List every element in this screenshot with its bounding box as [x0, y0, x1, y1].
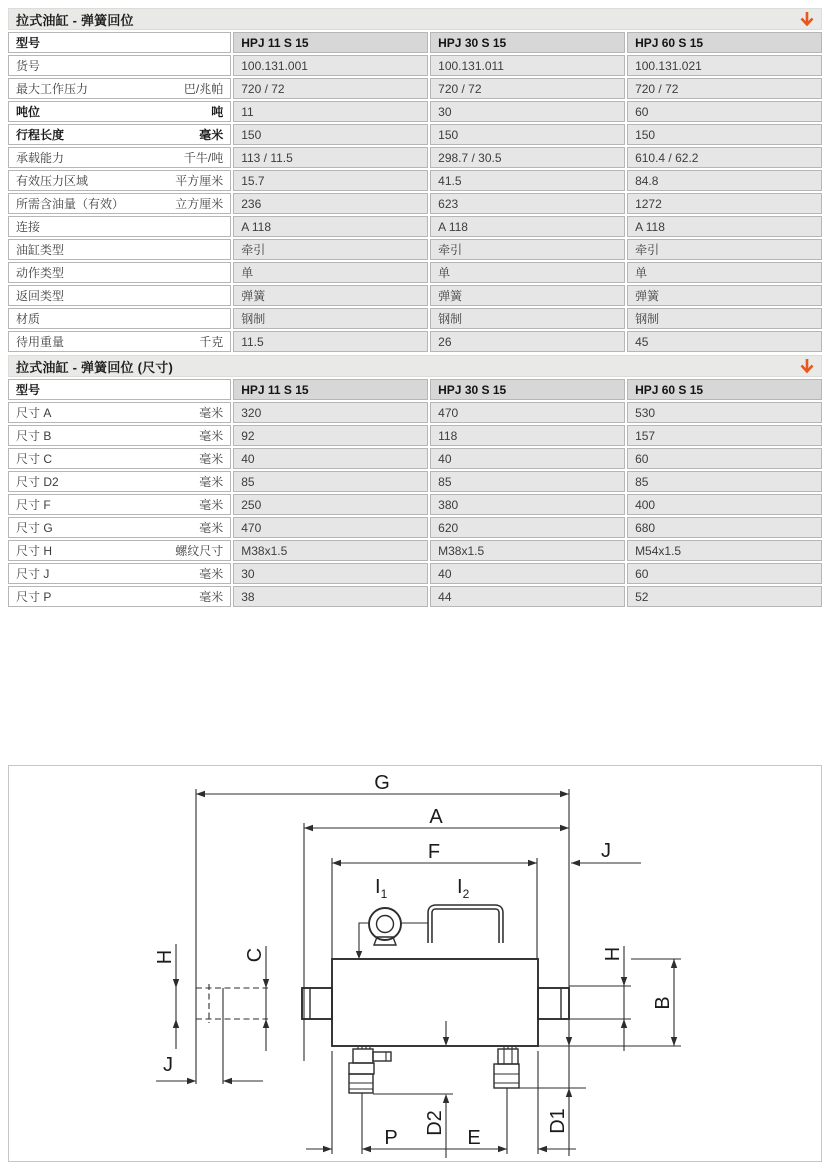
value-cell: 40: [233, 448, 428, 469]
value-cell: 单: [233, 262, 428, 283]
row-label-cell: [8, 262, 231, 283]
value-cell: 30: [430, 101, 625, 122]
row-label-cell: [8, 563, 231, 584]
row-label-cell: [8, 124, 231, 145]
row-unit: 毫米: [199, 498, 224, 512]
table-row: [8, 124, 822, 145]
dim-label-P: P: [384, 1127, 398, 1149]
left-detail-section: [196, 984, 268, 1084]
value-cell: 84.8: [627, 170, 822, 191]
section-dimensions: [8, 355, 822, 609]
dim-label-H-right: H: [602, 946, 624, 962]
table-row: [8, 216, 822, 237]
row-unit: 毫米: [199, 521, 224, 535]
dim-label-F: F: [427, 841, 441, 863]
row-label-cell: [8, 78, 231, 99]
value-cell: 弹簧: [627, 285, 822, 306]
value-cell: 236: [233, 193, 428, 214]
dim-label-H-left: H: [154, 949, 176, 965]
value-cell: 380: [430, 494, 625, 515]
value-cell: M54x1.5: [627, 540, 822, 561]
row-label-cell: [8, 170, 231, 191]
right-port-fitting: [494, 1046, 519, 1088]
value-cell: 530: [627, 402, 822, 423]
callout-label-I1: $I_1$: [375, 876, 388, 901]
value-cell: 85: [627, 471, 822, 492]
dimension-table: [6, 377, 824, 609]
eye-bolt-icon: [369, 908, 401, 945]
value-cell: 40: [430, 563, 625, 584]
row-label-cell: [8, 308, 231, 329]
row-label: 尺寸 D2: [16, 475, 59, 489]
table-row: [8, 331, 822, 352]
value-cell: 41.5: [430, 170, 625, 191]
cylinder-dimension-drawing: [9, 766, 821, 1161]
dim-label-C: C: [244, 947, 266, 963]
model-name-header: HPJ 11 S 15: [233, 32, 428, 53]
row-unit: 毫米: [199, 429, 224, 443]
download-arrow-icon[interactable]: [798, 357, 816, 375]
row-label-cell: [8, 586, 231, 607]
dim-label-B: B: [652, 996, 674, 1010]
value-cell: 40: [430, 448, 625, 469]
right-lug: [538, 988, 569, 1019]
row-label-cell: [8, 285, 231, 306]
value-cell: A 118: [430, 216, 625, 237]
row-unit: 毫米: [199, 567, 224, 581]
row-unit: 毫米: [199, 452, 224, 466]
spec-table: [6, 30, 824, 354]
row-label: 尺寸 B: [16, 429, 52, 443]
row-label: 尺寸 H: [16, 544, 53, 558]
table-row: [8, 402, 822, 423]
value-cell: 60: [627, 448, 822, 469]
value-cell: 牵引: [233, 239, 428, 260]
row-unit: 毫米: [199, 475, 224, 489]
value-cell: 44: [430, 586, 625, 607]
value-cell: 牵引: [627, 239, 822, 260]
table-row: [8, 494, 822, 515]
value-cell: 100.131.011: [430, 55, 625, 76]
row-label-cell: [8, 402, 231, 423]
value-cell: 610.4 / 62.2: [627, 147, 822, 168]
dim-label-E: E: [467, 1127, 481, 1149]
table-row: [8, 308, 822, 329]
table-row: [8, 448, 822, 469]
table-row: [8, 471, 822, 492]
row-unit: 平方厘米: [175, 174, 224, 188]
value-cell: 45: [627, 331, 822, 352]
row-label: 尺寸 G: [16, 521, 53, 535]
value-cell: 620: [430, 517, 625, 538]
row-label: 最大工作压力: [16, 82, 89, 96]
row-label: 材质: [16, 312, 41, 326]
left-lug: [302, 988, 332, 1019]
table-row: [8, 170, 822, 191]
row-unit: 千牛/吨: [183, 151, 224, 165]
value-cell: 钢制: [430, 308, 625, 329]
left-port-fitting: [349, 1046, 391, 1093]
row-label: 所需含油量（有效）: [16, 197, 125, 211]
row-label-cell: [8, 55, 231, 76]
value-cell: 钢制: [233, 308, 428, 329]
row-unit: 螺纹尺寸: [175, 544, 224, 558]
value-cell: 470: [233, 517, 428, 538]
table-row: [8, 262, 822, 283]
row-label-cell: [8, 216, 231, 237]
row-label: 吨位: [16, 105, 41, 119]
dim-label-A: A: [429, 806, 443, 828]
row-label: 返回类型: [16, 289, 65, 303]
table-row: [8, 55, 822, 76]
callout-label-I2: $I_2$: [457, 876, 470, 901]
row-label-cell: [8, 540, 231, 561]
dimension-drawing-panel: [8, 765, 822, 1162]
value-cell: 85: [233, 471, 428, 492]
value-cell: 100.131.001: [233, 55, 428, 76]
table-row: [8, 517, 822, 538]
value-cell: 11.5: [233, 331, 428, 352]
row-label: 行程长度: [16, 128, 65, 142]
table-row: [8, 540, 822, 561]
value-cell: 720 / 72: [627, 78, 822, 99]
model-name-header: HPJ 11 S 15: [233, 379, 428, 400]
dim-label-D2: D2: [424, 1110, 446, 1136]
value-cell: 720 / 72: [233, 78, 428, 99]
model-name-header: HPJ 30 S 15: [430, 379, 625, 400]
row-label-cell: [8, 471, 231, 492]
row-label-cell: [8, 331, 231, 352]
table-row: [8, 563, 822, 584]
model-name-header: HPJ 30 S 15: [430, 32, 625, 53]
model-column-header: 型号: [8, 379, 231, 400]
value-cell: 623: [430, 193, 625, 214]
value-cell: M38x1.5: [430, 540, 625, 561]
value-cell: A 118: [233, 216, 428, 237]
table-row: [8, 193, 822, 214]
row-label-cell: [8, 494, 231, 515]
row-label-cell: [8, 425, 231, 446]
value-cell: 470: [430, 402, 625, 423]
value-cell: 720 / 72: [430, 78, 625, 99]
model-name-header: HPJ 60 S 15: [627, 32, 822, 53]
value-cell: 单: [627, 262, 822, 283]
row-label-cell: [8, 239, 231, 260]
value-cell: 60: [627, 563, 822, 584]
row-label: 尺寸 F: [16, 498, 51, 512]
value-cell: 单: [430, 262, 625, 283]
cylinder-body: [332, 959, 538, 1046]
dim-label-J-top: J: [601, 840, 611, 862]
table-row: [8, 425, 822, 446]
value-cell: A 118: [627, 216, 822, 237]
section-title: 拉式油缸 - 弹簧回位: [16, 12, 134, 28]
row-unit: 巴/兆帕: [183, 82, 224, 96]
table-row: [8, 147, 822, 168]
value-cell: 400: [627, 494, 822, 515]
value-cell: 钢制: [627, 308, 822, 329]
row-label-cell: [8, 147, 231, 168]
section-title-bar: [8, 355, 822, 377]
value-cell: 牵引: [430, 239, 625, 260]
row-label: 承载能力: [16, 151, 65, 165]
row-label-cell: [8, 517, 231, 538]
dim-label-D1: D1: [547, 1108, 569, 1134]
section-title: 拉式油缸 - 弹簧回位 (尺寸): [16, 359, 174, 375]
value-cell: 弹簧: [430, 285, 625, 306]
value-cell: 弹簧: [233, 285, 428, 306]
table-row: [8, 101, 822, 122]
section-specs: [8, 8, 822, 354]
value-cell: 11: [233, 101, 428, 122]
download-arrow-icon[interactable]: [798, 10, 816, 28]
value-cell: 15.7: [233, 170, 428, 191]
table-row: [8, 239, 822, 260]
row-unit: 毫米: [199, 590, 224, 604]
value-cell: 150: [233, 124, 428, 145]
row-unit: 吨: [211, 105, 224, 119]
row-label: 有效压力区域: [16, 174, 89, 188]
row-label-cell: [8, 101, 231, 122]
value-cell: 60: [627, 101, 822, 122]
value-cell: M38x1.5: [233, 540, 428, 561]
model-column-header: 型号: [8, 32, 231, 53]
row-label: 货号: [16, 59, 41, 73]
row-label: 尺寸 P: [16, 590, 52, 604]
value-cell: 298.7 / 30.5: [430, 147, 625, 168]
dim-label-J-left: J: [163, 1054, 173, 1076]
value-cell: 250: [233, 494, 428, 515]
model-name-header: HPJ 60 S 15: [627, 379, 822, 400]
section-title-bar: [8, 8, 822, 30]
value-cell: 118: [430, 425, 625, 446]
row-label: 尺寸 A: [16, 406, 52, 420]
row-unit: 毫米: [199, 128, 224, 142]
value-cell: 113 / 11.5: [233, 147, 428, 168]
handle-icon: [430, 907, 501, 943]
row-label-cell: [8, 448, 231, 469]
table-row: [8, 586, 822, 607]
value-cell: 92: [233, 425, 428, 446]
row-label: 连接: [16, 220, 41, 234]
row-label: 动作类型: [16, 266, 65, 280]
value-cell: 1272: [627, 193, 822, 214]
value-cell: 150: [627, 124, 822, 145]
row-label-cell: [8, 193, 231, 214]
table-row: [8, 285, 822, 306]
row-label: 油缸类型: [16, 243, 65, 257]
value-cell: 680: [627, 517, 822, 538]
dim-label-G: G: [374, 772, 390, 794]
value-cell: 30: [233, 563, 428, 584]
row-unit: 千克: [199, 335, 224, 349]
table-row: [8, 78, 822, 99]
value-cell: 157: [627, 425, 822, 446]
value-cell: 52: [627, 586, 822, 607]
row-label: 待用重量: [16, 335, 65, 349]
row-label: 尺寸 C: [16, 452, 53, 466]
value-cell: 85: [430, 471, 625, 492]
value-cell: 38: [233, 586, 428, 607]
value-cell: 320: [233, 402, 428, 423]
row-unit: 立方厘米: [175, 197, 224, 211]
value-cell: 150: [430, 124, 625, 145]
value-cell: 26: [430, 331, 625, 352]
row-unit: 毫米: [199, 406, 224, 420]
value-cell: 100.131.021: [627, 55, 822, 76]
row-label: 尺寸 J: [16, 567, 50, 581]
